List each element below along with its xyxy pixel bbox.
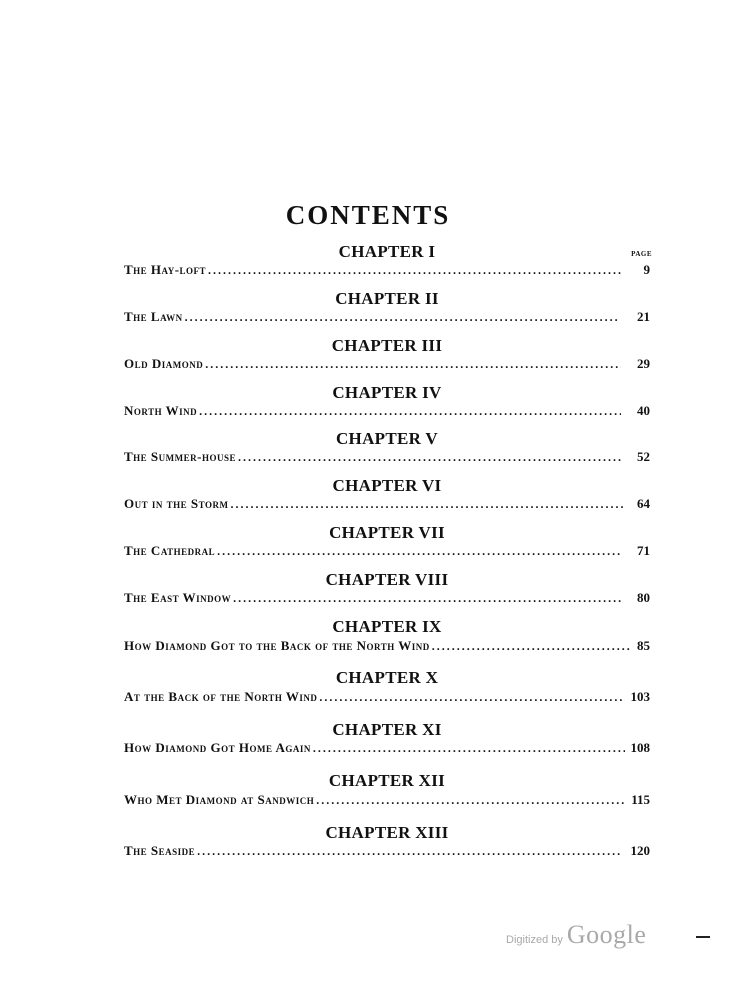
page-number: 103 <box>630 689 650 704</box>
chapter-heading: CHAPTER I <box>338 242 436 261</box>
chapter-heading: CHAPTER XII <box>328 771 446 790</box>
dot-leader <box>319 690 624 705</box>
chapter-title: The Cathedral <box>124 543 216 558</box>
page-number: 85 <box>637 638 650 653</box>
dot-leader <box>230 497 622 512</box>
page-number: 120 <box>630 843 650 858</box>
dot-leader <box>205 357 621 372</box>
chapter-title: North Wind <box>124 403 198 418</box>
google-logo: Google <box>566 920 647 949</box>
dot-leader <box>316 793 625 808</box>
chapter-title: How Diamond Got to the Back of the North Wind <box>124 638 430 653</box>
chapter-heading: CHAPTER V <box>335 429 439 448</box>
page-number: 64 <box>637 496 650 511</box>
chapter-heading: CHAPTER VII <box>329 523 445 542</box>
toc-entry <box>124 262 650 280</box>
toc-entry <box>124 590 650 608</box>
toc-entry <box>124 843 650 861</box>
dot-leader <box>233 591 623 606</box>
chapter-title: Out in the Storm <box>124 496 229 511</box>
page-edge-mark <box>696 936 710 938</box>
toc-entry <box>124 309 650 327</box>
chapter-title: The Hay-loft <box>124 262 207 277</box>
chapter-heading: CHAPTER II <box>335 289 439 308</box>
chapter-title: The Summer-house <box>124 449 236 464</box>
chapter-heading: CHAPTER IX <box>332 617 442 636</box>
dot-leader <box>217 544 622 559</box>
chapter-heading: CHAPTER XI <box>332 720 442 739</box>
chapter-heading: CHAPTER X <box>335 668 439 687</box>
dot-leader <box>185 310 621 325</box>
page-number: 115 <box>631 792 650 807</box>
dot-leader <box>432 639 631 654</box>
chapter-title: The East Window <box>124 590 232 605</box>
chapter-heading: CHAPTER III <box>331 336 443 355</box>
page-number: 52 <box>637 449 650 464</box>
digitized-by-watermark <box>506 920 646 950</box>
toc-entry <box>124 449 650 467</box>
toc-entry <box>124 403 650 421</box>
page-number: 29 <box>637 356 650 371</box>
dot-leader <box>238 450 623 465</box>
page-number: 9 <box>643 262 650 277</box>
chapter-title: The Lawn <box>124 309 183 324</box>
chapter-title: Old Diamond <box>124 356 204 371</box>
toc-entry <box>124 356 650 374</box>
chapter-title: The Seaside <box>124 843 196 858</box>
dot-leader <box>313 741 625 756</box>
toc-entry <box>124 740 650 758</box>
toc-entry <box>124 543 650 561</box>
dot-leader <box>197 844 621 859</box>
toc-entry <box>124 496 650 514</box>
chapter-title: How Diamond Got Home Again <box>124 740 311 755</box>
page-column-label: PAGE <box>631 250 652 258</box>
page-title: CONTENTS <box>285 200 451 230</box>
page-number: 80 <box>637 590 650 605</box>
chapter-heading: CHAPTER VIII <box>325 570 449 589</box>
page-number: 40 <box>637 403 650 418</box>
chapter-heading: CHAPTER IV <box>332 383 442 402</box>
toc-entry <box>124 689 650 707</box>
page-number: 21 <box>637 309 650 324</box>
chapter-title: At the Back of the North Wind <box>124 689 318 704</box>
page-number: 71 <box>637 543 650 558</box>
chapter-heading: CHAPTER XIII <box>325 823 449 842</box>
toc-entry <box>124 638 650 656</box>
watermark-prefix: Digitized by <box>506 934 563 946</box>
chapter-heading: CHAPTER VI <box>332 476 442 495</box>
toc-entry <box>124 792 650 810</box>
chapter-title: Who Met Diamond at Sandwich <box>124 792 315 807</box>
page-number: 108 <box>630 740 650 755</box>
dot-leader <box>208 263 621 278</box>
dot-leader <box>199 404 621 419</box>
